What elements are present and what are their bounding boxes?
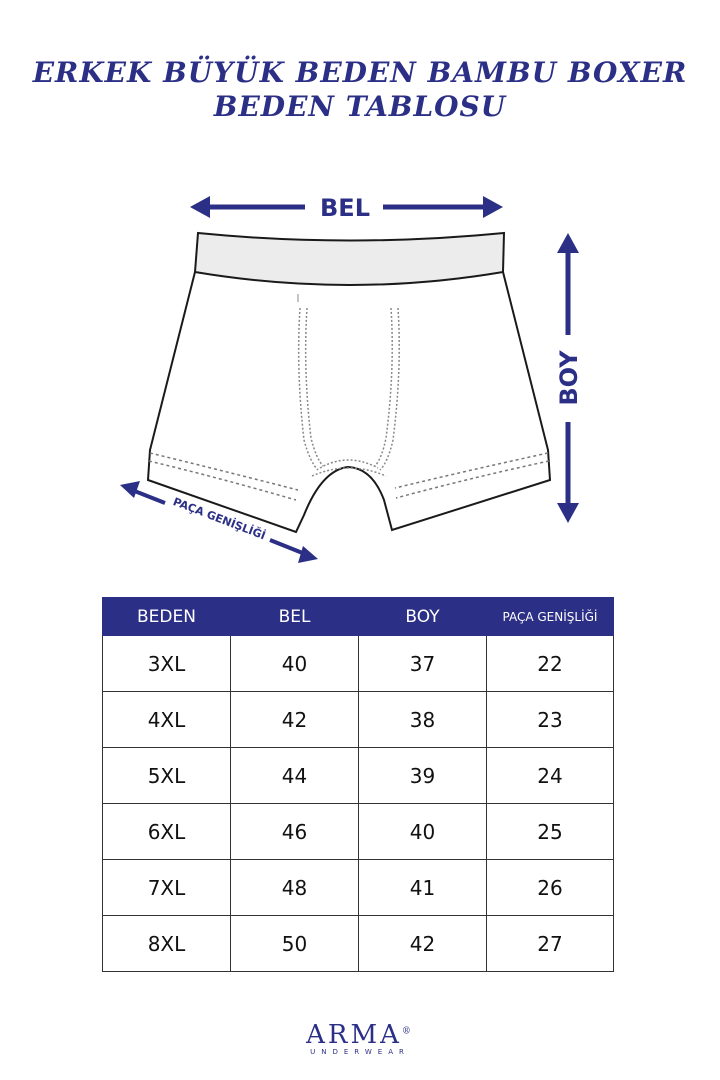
cell-size: 4XL	[103, 692, 231, 748]
length-label: BOY	[555, 350, 583, 406]
chart-title-line1: ERKEK BÜYÜK BEDEN BAMBU BOXER	[32, 56, 688, 89]
brand-logo	[0, 1020, 720, 1056]
header-leg-width: PAÇA GENİŞLİĞİ	[487, 598, 614, 636]
cell-length: 42	[359, 916, 487, 972]
cell-leg-width: 22	[487, 636, 614, 692]
waist-label: BEL	[320, 194, 370, 222]
size-table	[102, 597, 614, 972]
cell-leg-width: 27	[487, 916, 614, 972]
cell-waist: 44	[231, 748, 359, 804]
cell-length: 41	[359, 860, 487, 916]
table-header-row	[103, 598, 614, 636]
cell-waist: 40	[231, 636, 359, 692]
registered-mark: ®	[401, 1026, 414, 1037]
cell-size: 3XL	[103, 636, 231, 692]
cell-waist: 50	[231, 916, 359, 972]
header-size: BEDEN	[103, 598, 231, 636]
header-waist: BEL	[231, 598, 359, 636]
cell-length: 38	[359, 692, 487, 748]
table-row	[103, 916, 614, 972]
chart-title-line2: BEDEN TABLOSU	[213, 90, 507, 123]
table-row	[103, 692, 614, 748]
cell-size: 8XL	[103, 916, 231, 972]
cell-length: 37	[359, 636, 487, 692]
leg-label: PAÇA GENİŞLİĞİ	[171, 495, 268, 543]
brand-name: ARMA	[306, 1020, 402, 1050]
boxer-outline	[148, 233, 550, 532]
cell-size: 5XL	[103, 748, 231, 804]
cell-leg-width: 23	[487, 692, 614, 748]
table-row	[103, 804, 614, 860]
table-row	[103, 860, 614, 916]
cell-waist: 46	[231, 804, 359, 860]
table-row	[103, 636, 614, 692]
cell-waist: 48	[231, 860, 359, 916]
brand-subtitle: UNDERWEAR	[310, 1048, 410, 1056]
cell-length: 39	[359, 748, 487, 804]
boxer-diagram	[0, 170, 720, 580]
cell-waist: 42	[231, 692, 359, 748]
cell-leg-width: 24	[487, 748, 614, 804]
cell-leg-width: 26	[487, 860, 614, 916]
cell-length: 40	[359, 804, 487, 860]
cell-leg-width: 25	[487, 804, 614, 860]
cell-size: 6XL	[103, 804, 231, 860]
table-row	[103, 748, 614, 804]
cell-size: 7XL	[103, 860, 231, 916]
header-length: BOY	[359, 598, 487, 636]
